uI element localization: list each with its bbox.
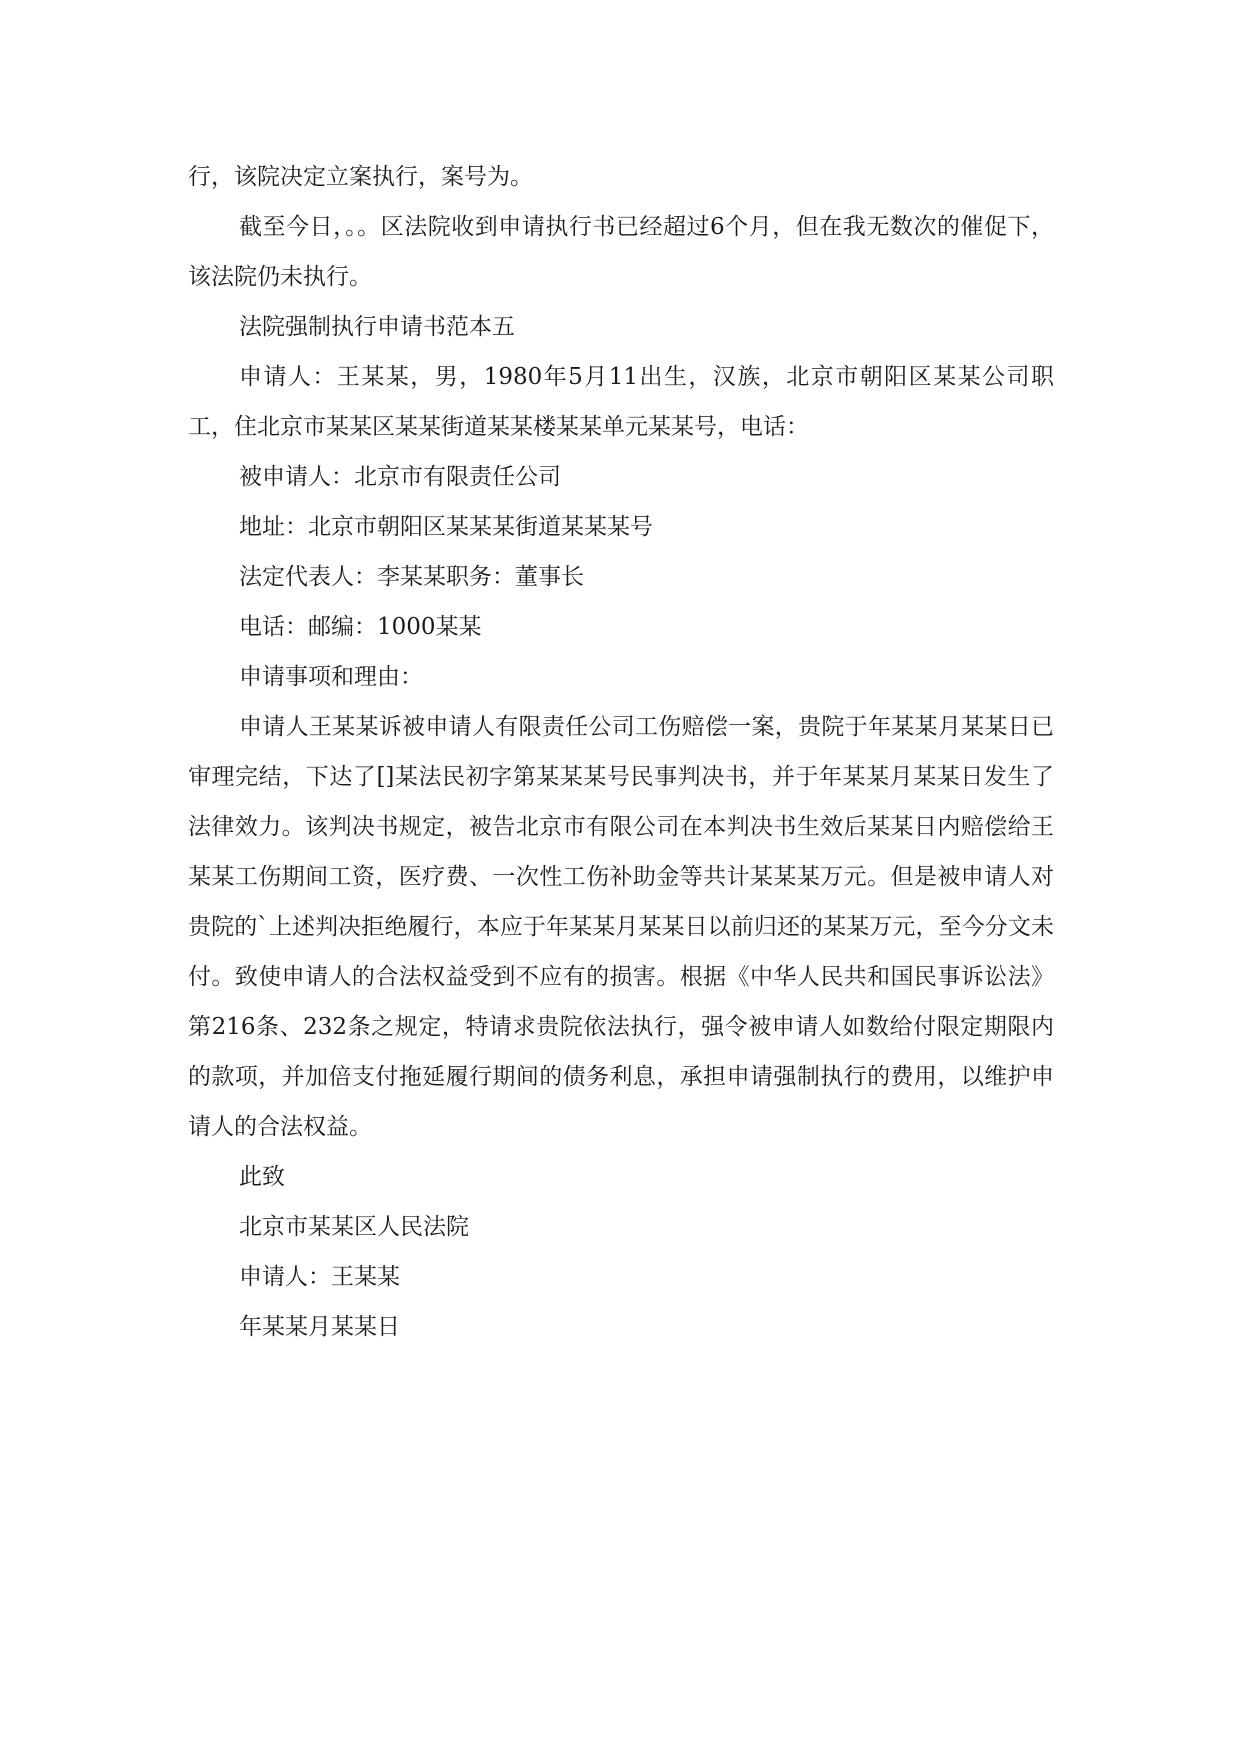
salutation: 此致 xyxy=(239,1164,285,1190)
recipient-court: 北京市某某区人民法院 xyxy=(239,1214,469,1240)
section-heading: 法院强制执行申请书范本五 xyxy=(239,314,515,340)
applicant-info: 申请人：王某某，男，1980年5月11出生，汉族，北京市朝阳区某某公司职工，住北京市某某区某某街道某某楼某某单元某某号，电话： xyxy=(188,364,1054,440)
document-body xyxy=(188,152,1054,1352)
claims-body: 申请人王某某诉被申请人有限责任公司工伤赔偿一案，贵院于年某某月某某日已审理完结，下达了[]某法民初字第某某某号民事判决书，并于年某某月某某日发生了法律效力。该判决书规定，被告北京市有限公司在本判决书生效后某某日内赔偿给王某某工伤期间工资，医疗费、一次性工伤补助金等共计某某某万元。但是被申请人对贵院的`上述判决拒绝履行，本应于年某某月某某日以前归还的某某万元，至今分文未付。致使申请人的合法权益受到不应有的损害。根据《中华人民共和国民事诉讼法》第216条、232条之规定，特请求贵院依法执行，强令被申请人如数给付限定期限内的款项，并加倍支付拖延履行期间的债务利息，承担申请强制执行的费用，以维护申请人的合法权益。 xyxy=(188,714,1054,1140)
claims-heading: 申请事项和理由： xyxy=(239,664,423,690)
legal-representative: 法定代表人：李某某职务：董事长 xyxy=(239,564,584,590)
signature-applicant: 申请人：王某某 xyxy=(239,1264,400,1290)
paragraph-continuation: 行，该院决定立案执行，案号为。 xyxy=(188,164,533,190)
paragraph-status: 截至今日，。。区法院收到申请执行书已经超过6个月，但在我无数次的催促下，该法院仍未执行。 xyxy=(188,214,1054,290)
signature-date: 年某某月某某日 xyxy=(239,1314,400,1340)
contact-info: 电话：邮编：1000某某 xyxy=(239,614,482,640)
respondent-name: 被申请人：北京市有限责任公司 xyxy=(239,464,561,490)
respondent-address: 地址：北京市朝阳区某某某街道某某某号 xyxy=(239,514,653,540)
